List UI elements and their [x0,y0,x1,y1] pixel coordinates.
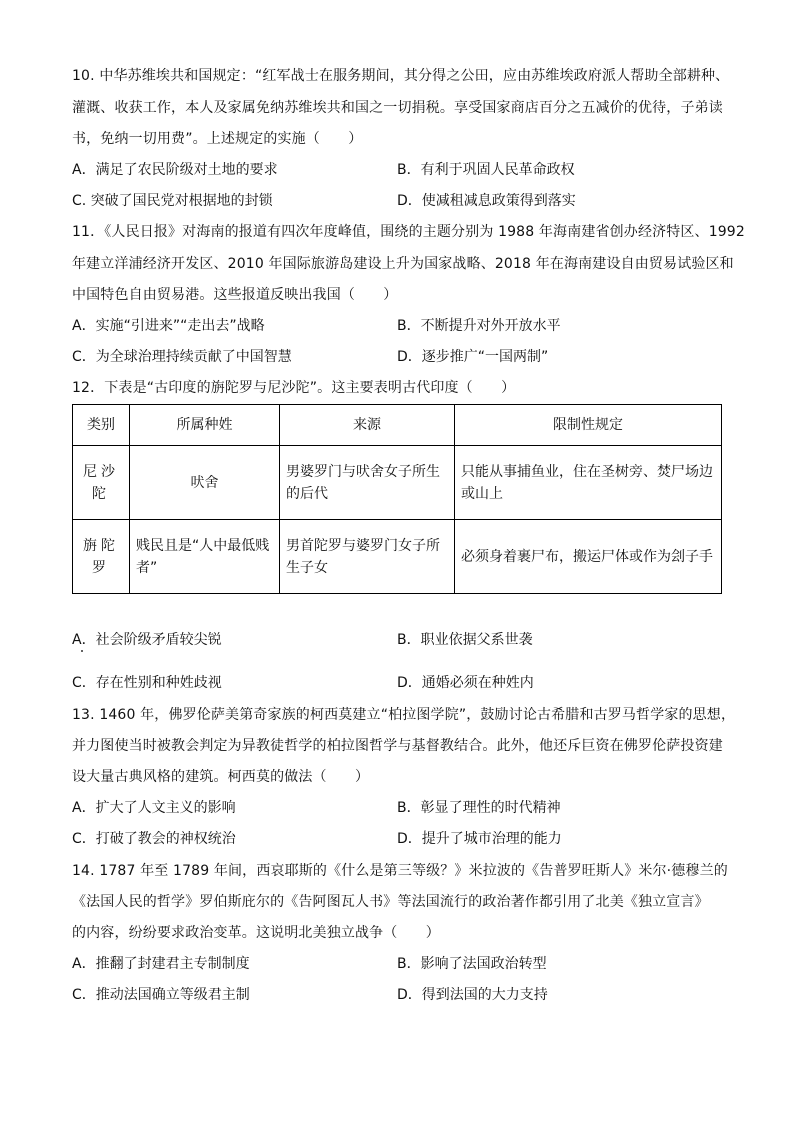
table-cell: 贱民且是“人中最低贱者” [130,520,280,594]
table-cell: 旃陀罗 [73,520,130,594]
table-row [73,446,722,520]
table-header-cell: 来源 [280,405,455,446]
q12-option-b: B．职业依据父系世袭 [397,632,533,648]
table-cell: 男婆罗门与吠舍女子所生的后代 [280,446,455,520]
q12-stem-line1: 12．下表是“古印度的旃陀罗与尼沙陀”。这主要表明古代印度（ ） [72,380,516,396]
table-cell: 只能从事捕鱼业，住在圣树旁、焚尸场边或山上 [455,446,722,520]
caste-table [72,404,722,594]
q14-option-a: A．推翻了封建君主专制制度 [72,956,250,972]
q13-stem-line2: 并力图使当时被教会判定为异教徒哲学的柏拉图哲学与基督教结合。此外，他还斥巨资在佛罗伦萨投资建 [72,738,723,754]
q12-option-c: C．存在性别和种姓歧视 [72,675,222,691]
q12-option-d: D．通婚必须在种姓内 [397,675,534,691]
q11-stem-line3: 中国特色自由贸易港。这些报道反映出我国（ ） [72,287,398,303]
q11-option-a: A．实施“引进来”“走出去”战略 [72,318,265,334]
q13-stem-line3: 设大量古典风格的建筑。柯西莫的做法（ ） [72,769,370,785]
q10-stem-line1: 10. 中华苏维埃共和国规定：“红军战士在服务期间，其分得之公田，应由苏维埃政府派人帮助全部耕种、 [72,68,730,84]
table-row [73,520,722,594]
table-cell: 必须身着裹尸布，搬运尸体或作为刽子手 [455,520,722,594]
q10-stem-line2: 灌溉、收获工作，本人及家属免纳苏维埃共和国之一切捐税。享受国家商店百分之五减价的优待，子弟读 [72,100,723,116]
table-header-cell: 所属种姓 [130,405,280,446]
q11-stem-line1: 11．《人民日报》对海南的报道有四次年度峰值，围绕的主题分别为 1988 年海南建省创办经济特区、1992 [72,224,745,240]
table-header-cell: 限制性规定 [455,405,722,446]
table-header-row [73,405,722,446]
q14-option-d: D．得到法国的大力支持 [397,987,548,1003]
q13-option-d: D．提升了城市治理的能力 [397,831,562,847]
q10-stem-line3: 书，免纳一切用费”。上述规定的实施（ ） [72,131,363,147]
q14-option-b: B．影响了法国政治转型 [397,956,547,972]
q11-option-d: D．逐步推广“一国两制” [397,349,549,365]
table-cell: 吠舍 [130,446,280,520]
table-header-cell: 类别 [73,405,130,446]
q13-option-a: A．扩大了人文主义的影响 [72,800,236,816]
stray-dot [81,650,83,652]
q11-option-b: B．不断提升对外开放水平 [397,318,561,334]
q10-option-b: B．有利于巩固人民革命政权 [397,162,575,178]
q10-option-a: A．满足了农民阶级对土地的要求 [72,162,278,178]
q12-option-a: A．社会阶级矛盾较尖锐 [72,632,222,648]
q10-option-c: C. 突破了国民党对根据地的封锁 [72,193,273,209]
q10-option-d: D．使减租减息政策得到落实 [397,193,576,209]
table-cell: 尼沙陀 [73,446,130,520]
q14-stem-line2: 《法国人民的哲学》罗伯斯庇尔的《告阿图瓦人书》等法国流行的政治著作都引用了北美《独立宣言》 [72,894,709,910]
q13-option-b: B．彰显了理性的时代精神 [397,800,561,816]
q13-stem-line1: 13. 1460 年，佛罗伦萨美第奇家族的柯西莫建立“柏拉图学院”，鼓励讨论古希腊和古罗马哲学家的思想， [72,707,736,723]
q14-stem-line3: 的内容，纷纷要求政治变革。这说明北美独立战争（ ） [72,925,440,941]
q11-option-c: C．为全球治理持续贡献了中国智慧 [72,349,292,365]
q14-option-c: C．推动法国确立等级君主制 [72,987,250,1003]
q14-stem-line1: 14. 1787 年至 1789 年间，西哀耶斯的《什么是第三等级？》米拉波的《告普罗旺斯人》米尔·德穆兰的 [72,863,728,879]
q11-stem-line2: 年建立洋浦经济开发区、2010 年国际旅游岛建设上升为国家战略、2018 年在海南建设自由贸易试验区和 [72,256,734,272]
q13-option-c: C．打破了教会的神权统治 [72,831,236,847]
table-cell: 男首陀罗与婆罗门女子所生子女 [280,520,455,594]
